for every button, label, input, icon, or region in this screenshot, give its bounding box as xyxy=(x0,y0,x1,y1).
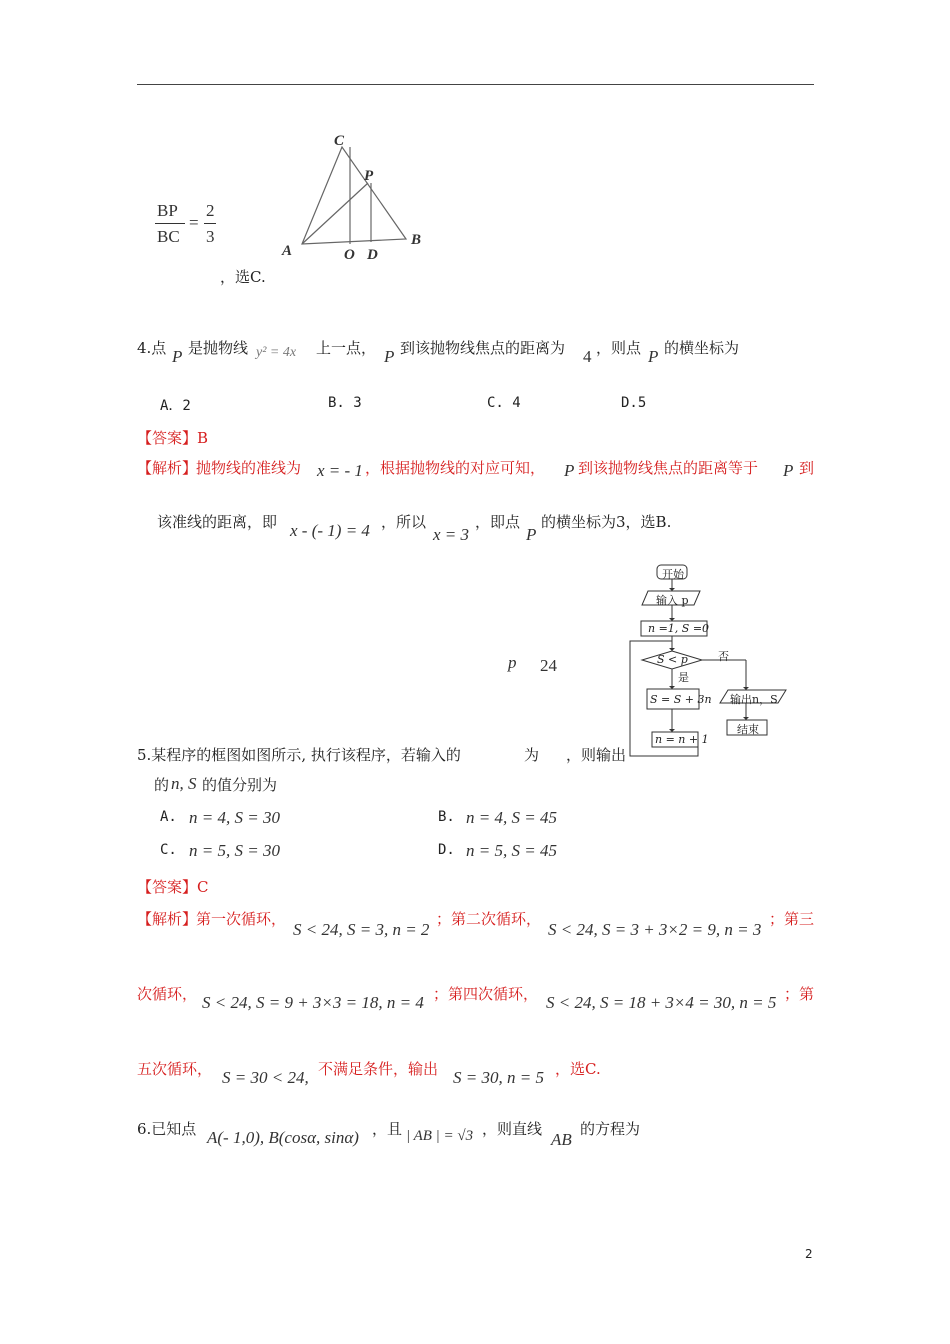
q5-option-c-label: C. xyxy=(160,842,177,858)
q5-option-b: n = 4, S = 45 xyxy=(466,808,557,827)
q4-ana-label: 【解析】 xyxy=(137,459,198,477)
q5-t4: 的 xyxy=(154,776,170,794)
q5-option-c: n = 5, S = 30 xyxy=(189,841,280,860)
q5-option-d-label: D. xyxy=(438,842,455,858)
label-A: A xyxy=(282,243,293,259)
page-number: 2 xyxy=(805,1247,813,1261)
frac-den: BC xyxy=(157,227,180,246)
q4-t4: 到该抛物线焦点的距离为 xyxy=(400,339,566,357)
q4-P1: P xyxy=(172,347,183,366)
q6-t1: 6.已知点 xyxy=(137,1120,197,1138)
q4-t2: 是抛物线 xyxy=(188,339,249,357)
q6-t3: ，则直线 xyxy=(482,1120,543,1138)
label-O: O xyxy=(344,247,355,263)
q4-P2: P xyxy=(384,347,395,366)
q4-ana-P1: P xyxy=(564,461,575,480)
q4-t5: ，则点 xyxy=(596,339,642,357)
q6-t2: ，且 xyxy=(372,1120,403,1138)
q5-l2b-math: S < 24, S = 18 + 3×4 = 30, n = 5 xyxy=(546,993,777,1012)
q4-t6: 的横坐标为 xyxy=(664,339,740,357)
header-rule xyxy=(137,84,814,85)
q4-ana1-math: x = - 1 xyxy=(317,461,363,480)
q4-P3: P xyxy=(648,347,659,366)
q4-four: 4 xyxy=(583,347,592,366)
q4-ana6: ，所以 xyxy=(381,513,427,531)
q4-ana8: 的横坐标为3，选B. xyxy=(541,513,672,531)
q4-ana-P3: P xyxy=(526,525,537,544)
q6-m1: A(- 1,0), B(cosα, sinα) xyxy=(207,1128,359,1147)
q5-l3a-math: S = 30 < 24, xyxy=(222,1068,309,1087)
val-num: 2 xyxy=(206,201,215,220)
q4-t3: 上一点， xyxy=(316,339,377,357)
flow-end: 结束 xyxy=(737,723,759,736)
q5-l1a: 第一次循环， xyxy=(196,910,287,928)
q5-ana-label: 【解析】 xyxy=(137,910,198,928)
q5-t4-math: n, S xyxy=(171,774,197,793)
q5-l1a-math: S < 24, S = 3, n = 2 xyxy=(293,920,430,939)
flow-init: n =1, S =0 xyxy=(648,622,710,635)
q4-option-b: B. 3 xyxy=(328,395,362,411)
flowchart xyxy=(610,560,800,760)
label-C: C xyxy=(334,133,345,149)
q4-option-d: D.5 xyxy=(621,395,647,411)
q5-24: 24 xyxy=(540,656,557,675)
q6-m2: | AB | = √3 xyxy=(406,1128,474,1144)
q5-l1b: ；第二次循环， xyxy=(436,910,542,928)
q5-t5: 的值分别为 xyxy=(202,776,278,794)
q5-l3b-math: S = 30, n = 5 xyxy=(453,1068,544,1087)
q5-l1b-math: S < 24, S = 3 + 3×2 = 9, n = 3 xyxy=(548,920,762,939)
q5-option-a-label: A. xyxy=(160,809,177,825)
q4-ana5-math: x - (- 1) = 4 xyxy=(290,521,370,540)
q5-l2c: ；第 xyxy=(784,985,815,1003)
flow-output: 输出n，S xyxy=(730,693,778,706)
q4-ana6-math: x = 3 xyxy=(433,525,470,544)
q5-answer: 【答案】C xyxy=(137,878,209,896)
q5-l2a-math: S < 24, S = 9 + 3×3 = 18, n = 4 xyxy=(202,993,424,1012)
flow-input: 输入 p xyxy=(656,594,689,607)
q4-ana5: 该准线的距离，即 xyxy=(157,513,278,531)
q4-ana3: 到该抛物线焦点的距离等于 xyxy=(578,459,759,477)
q4-ana1: 抛物线的准线为 xyxy=(196,459,302,477)
flow-yes: 是 xyxy=(678,671,689,684)
flow-cond: S < p xyxy=(657,653,688,666)
q5-t1: 5.某程序的框图如图所示, 执行该程序，若输入的 xyxy=(137,746,461,764)
q4-t1: 4.点 xyxy=(137,339,167,357)
q5-p: p xyxy=(508,653,517,672)
q4-ana7: ，即点 xyxy=(475,513,521,531)
q5-l1c: ；第三 xyxy=(769,910,815,928)
q5-t2: 为 xyxy=(524,746,540,764)
flow-body: S = S + 3n xyxy=(650,693,712,706)
q5-l3b: 不满足条件，输出 xyxy=(318,1060,439,1078)
label-B: B xyxy=(411,232,422,248)
fig1-select: ，选C. xyxy=(220,268,266,286)
q6-m3: AB xyxy=(551,1130,572,1149)
q4-ana4: 到 xyxy=(799,459,815,477)
q5-l2a: 次循环， xyxy=(137,985,198,1003)
q5-l2b: ；第四次循环， xyxy=(433,985,539,1003)
frac-num: BP xyxy=(157,201,178,220)
q5-l3c: ，选C. xyxy=(555,1060,601,1078)
val-bar xyxy=(204,223,216,224)
q4-answer: 【答案】B xyxy=(137,429,209,447)
q5-option-a: n = 4, S = 30 xyxy=(189,808,280,827)
flow-no: 否 xyxy=(718,650,729,663)
q4-option-a: A．2 xyxy=(160,398,191,414)
flow-inc: n = n + 1 xyxy=(655,733,709,746)
q5-option-d: n = 5, S = 45 xyxy=(466,841,557,860)
q4-ana-P2: P xyxy=(783,461,794,480)
flow-start: 开始 xyxy=(662,568,684,581)
label-P: P xyxy=(364,168,374,184)
label-D: D xyxy=(367,247,378,263)
frac-eq: = xyxy=(189,213,199,232)
q6-t4: 的方程为 xyxy=(580,1120,641,1138)
val-den: 3 xyxy=(206,227,215,246)
q5-l3a: 五次循环， xyxy=(137,1060,213,1078)
q4-eq: y² = 4x xyxy=(256,345,297,360)
frac-bar xyxy=(155,223,185,224)
q4-ana2: ，根据抛物线的对应可知， xyxy=(365,459,546,477)
q5-option-b-label: B. xyxy=(438,809,455,825)
q4-option-c: C. 4 xyxy=(487,395,521,411)
q5-t3: ，则输出 xyxy=(566,746,627,764)
